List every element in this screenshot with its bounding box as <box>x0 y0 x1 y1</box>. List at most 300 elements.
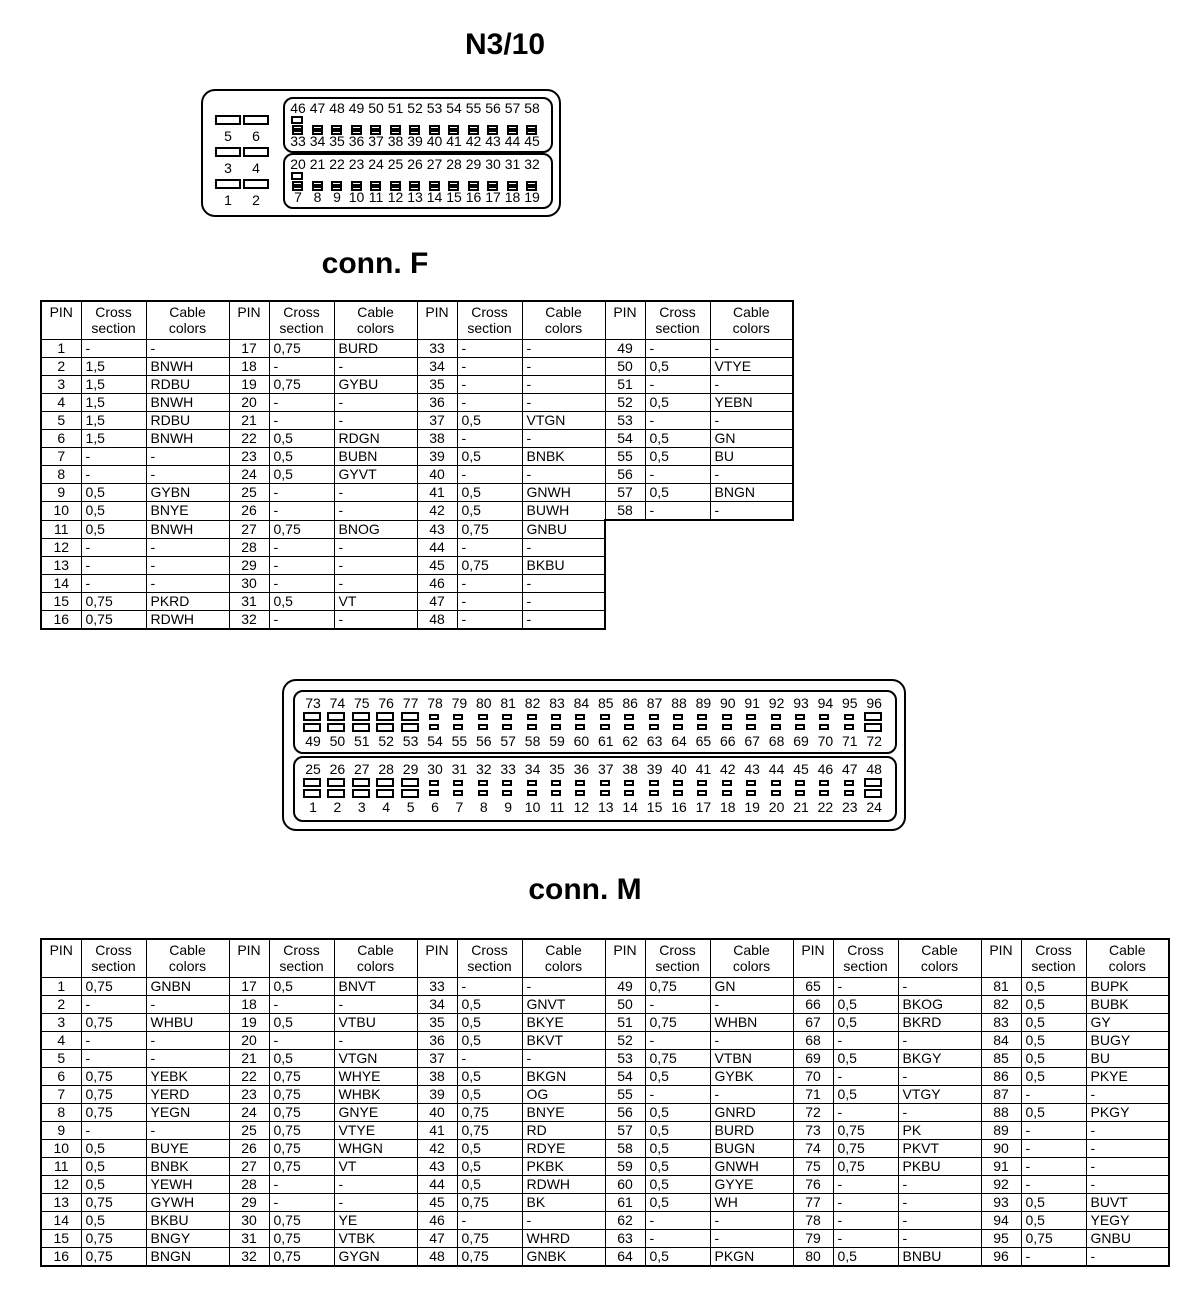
cell-cross-section: - <box>1021 1158 1086 1176</box>
cell-cable-color: GYVT <box>334 466 417 484</box>
cell-cable-color: VT <box>334 592 417 610</box>
cell-cable-color: RDWH <box>146 610 229 629</box>
cell-pin: 52 <box>605 394 645 412</box>
cell-cable-color: - <box>710 412 793 430</box>
cell-pin: 52 <box>605 1032 645 1050</box>
cell-cross-section: - <box>833 1032 898 1050</box>
cell-cross-section: 0,5 <box>81 1158 146 1176</box>
header-cross-line1: Cross <box>283 942 320 958</box>
cell-cable-color: - <box>334 574 417 592</box>
cell-pin: 31 <box>229 1230 269 1248</box>
cell-cross-section: - <box>457 394 522 412</box>
cell-pin: 13 <box>41 556 81 574</box>
pin-pad-large <box>352 723 370 732</box>
cell-pin: 53 <box>605 412 645 430</box>
pin-pad <box>649 724 659 730</box>
pin-label: 14 <box>622 799 638 815</box>
pin-label: 37 <box>368 133 384 149</box>
cell-pin: 23 <box>229 448 269 466</box>
header-cable-line1: Cable <box>1108 942 1146 958</box>
cell-cable-color: RDBU <box>146 412 229 430</box>
cell-cable-color: RDYE <box>522 1140 605 1158</box>
table-row <box>41 1032 1169 1050</box>
header-cross-line2: section <box>1031 958 1076 974</box>
pin-pad <box>697 724 707 730</box>
cell-cross-section: - <box>645 1230 710 1248</box>
cell-pin: 14 <box>41 574 81 592</box>
cell-cross-section: 0,75 <box>1021 1230 1086 1248</box>
pin-label: 7 <box>294 189 302 205</box>
table-row <box>41 996 1169 1014</box>
cell-cable-color: - <box>710 1086 793 1104</box>
pin-pad-large <box>376 789 394 798</box>
cell-cross-section: - <box>833 1230 898 1248</box>
pin-pad-large <box>352 778 370 787</box>
table-row <box>41 1014 1169 1032</box>
cell-cross-section: - <box>269 358 334 376</box>
cell-cable-color: - <box>146 1032 229 1050</box>
cell-pin: 31 <box>229 592 269 610</box>
pin-label: 27 <box>426 156 443 172</box>
pin-pad-large <box>376 723 394 732</box>
pin-pad <box>429 724 439 730</box>
cell-cable-color: BNGN <box>710 484 793 502</box>
cell-pin: 79 <box>793 1230 833 1248</box>
cell-cable-color: - <box>1086 1176 1169 1194</box>
empty-cell <box>645 574 710 592</box>
cell-cross-section: 0,75 <box>269 1230 334 1248</box>
cell-cable-color: - <box>334 394 417 412</box>
pin-pad <box>697 780 707 786</box>
table-row <box>41 358 793 376</box>
empty-cell <box>645 556 710 574</box>
pin-label: 20 <box>768 799 785 815</box>
header-cable-colors <box>334 939 417 978</box>
cell-cable-color: BUWH <box>522 502 605 521</box>
power-pin-label: 4 <box>252 160 260 176</box>
pin-label: 68 <box>768 733 785 749</box>
pin-label: 27 <box>354 761 370 777</box>
cell-cross-section: 0,5 <box>457 412 522 430</box>
pin-label: 18 <box>720 799 736 815</box>
cell-cable-color: - <box>146 556 229 574</box>
pin-pad <box>697 790 707 796</box>
cell-cross-section: 0,75 <box>457 1248 522 1267</box>
cell-pin: 24 <box>229 466 269 484</box>
cell-cable-color: - <box>334 412 417 430</box>
pin-label: 67 <box>744 733 760 749</box>
pin-pad <box>819 780 829 786</box>
cell-cross-section: - <box>81 538 146 556</box>
cell-cable-color: BKRD <box>898 1014 981 1032</box>
cell-pin: 3 <box>41 376 81 394</box>
pin-pad <box>844 780 854 786</box>
cell-cross-section: - <box>81 1050 146 1068</box>
cell-cable-color: - <box>334 1032 417 1050</box>
cell-cable-color: WHYE <box>334 1068 417 1086</box>
pin-label: 40 <box>426 133 443 149</box>
pin-pad <box>673 714 683 720</box>
cell-cross-section: 0,5 <box>1021 1068 1086 1086</box>
pin-pad-large <box>352 789 370 798</box>
cell-cable-color: - <box>334 996 417 1014</box>
pin-label: 23 <box>842 799 858 815</box>
cell-pin: 19 <box>229 1014 269 1032</box>
cell-pin: 21 <box>229 412 269 430</box>
pin-label: 58 <box>524 733 541 749</box>
pin-label: 21 <box>793 799 809 815</box>
pin-label: 9 <box>504 799 513 815</box>
pin-pad <box>527 714 537 720</box>
cell-cross-section: - <box>457 340 522 358</box>
header-pin-label: PIN <box>49 942 73 958</box>
cell-cross-section: 0,5 <box>645 358 710 376</box>
cell-cable-color: BUGN <box>710 1140 793 1158</box>
power-pin-pad <box>243 115 269 125</box>
cell-cable-color: PKYE <box>1086 1068 1169 1086</box>
pin-pad <box>795 780 805 786</box>
cell-cross-section: 0,5 <box>269 1050 334 1068</box>
pin-label: 28 <box>378 761 394 777</box>
cell-pin: 34 <box>417 996 457 1014</box>
pin-label: 49 <box>305 733 321 749</box>
cell-cable-color: - <box>1086 1122 1169 1140</box>
pin-pad <box>624 724 634 730</box>
pin-pad <box>478 724 488 730</box>
pin-label: 51 <box>354 733 370 749</box>
cell-cross-section: 0,75 <box>833 1140 898 1158</box>
header-cross-line1: Cross <box>471 304 508 320</box>
power-pin-label: 1 <box>224 192 232 208</box>
cell-pin: 27 <box>229 1158 269 1176</box>
pin-label: 14 <box>426 189 443 205</box>
cell-cable-color: BUVT <box>1086 1194 1169 1212</box>
cell-cross-section: 0,5 <box>457 1014 522 1032</box>
pin-pad-large <box>327 712 345 721</box>
cell-cable-color: - <box>898 1176 981 1194</box>
cell-pin: 85 <box>981 1050 1021 1068</box>
conn-m-table <box>40 938 1170 1267</box>
power-pin-label: 2 <box>252 192 260 208</box>
cell-pin: 5 <box>41 412 81 430</box>
cell-pin: 33 <box>417 978 457 996</box>
power-pin-label: 6 <box>252 128 260 144</box>
cell-pin: 61 <box>605 1194 645 1212</box>
cell-cable-color: GNBK <box>522 1248 605 1267</box>
cell-pin: 48 <box>417 610 457 629</box>
cell-cable-color: BUBN <box>334 448 417 466</box>
pin-pad-large <box>401 712 419 721</box>
header-pin-label: PIN <box>613 942 637 958</box>
pin-label: 94 <box>817 695 834 711</box>
cell-pin: 17 <box>229 978 269 996</box>
header-cross-line1: Cross <box>471 942 508 958</box>
pin-pad <box>624 714 634 720</box>
cell-cable-color: BKBU <box>146 1212 229 1230</box>
cell-cable-color: RDGN <box>334 430 417 448</box>
pin-label: 47 <box>842 761 858 777</box>
header-cross-section <box>1021 939 1086 978</box>
cell-cross-section: - <box>269 412 334 430</box>
pin-label: 47 <box>309 100 326 116</box>
cell-cable-color: - <box>710 340 793 358</box>
cell-pin: 43 <box>417 1158 457 1176</box>
pin-pad <box>600 790 610 796</box>
cell-cable-color: BNVT <box>334 978 417 996</box>
cell-pin: 45 <box>417 1194 457 1212</box>
cell-cross-section: - <box>269 538 334 556</box>
pin-label: 37 <box>598 761 614 777</box>
pin-label: 45 <box>793 761 809 777</box>
header-cross-line1: Cross <box>283 304 320 320</box>
cell-cable-color: YEBN <box>710 394 793 412</box>
pin-label: 30 <box>485 156 501 172</box>
cell-cross-section: - <box>269 556 334 574</box>
pin-pad <box>697 714 707 720</box>
cell-pin: 93 <box>981 1194 1021 1212</box>
cell-cross-section: 0,5 <box>1021 1014 1086 1032</box>
cell-pin: 64 <box>605 1248 645 1267</box>
cell-cross-section: 0,75 <box>833 1122 898 1140</box>
table-row <box>41 574 793 592</box>
cell-pin: 78 <box>793 1212 833 1230</box>
pin-label: 36 <box>573 761 590 777</box>
cell-pin: 75 <box>793 1158 833 1176</box>
table-row <box>41 376 793 394</box>
cell-pin: 69 <box>793 1050 833 1068</box>
connector-m-diagram <box>282 679 906 831</box>
pin-pad <box>453 724 463 730</box>
cell-cross-section: 0,5 <box>269 978 334 996</box>
table-row <box>41 520 793 538</box>
pin-label: 59 <box>549 733 565 749</box>
header-cable-line1: Cable <box>169 304 206 320</box>
cell-cable-color: VTGN <box>334 1050 417 1068</box>
cell-cross-section: 0,5 <box>833 1086 898 1104</box>
cell-pin: 88 <box>981 1104 1021 1122</box>
cell-pin: 53 <box>605 1050 645 1068</box>
pin-pad <box>527 780 537 786</box>
cell-pin: 56 <box>605 466 645 484</box>
header-cable-line2: colors <box>356 958 395 974</box>
cell-cable-color: BNGN <box>146 1248 229 1267</box>
cell-cable-color: BKBU <box>522 556 605 574</box>
header-cable-colors <box>710 939 793 978</box>
pin-label: 44 <box>504 133 521 149</box>
pin-label: 55 <box>465 100 482 116</box>
cell-cross-section: - <box>457 376 522 394</box>
cell-cable-color: - <box>1086 1086 1169 1104</box>
cell-cable-color: BUYE <box>146 1140 229 1158</box>
cell-cross-section: - <box>81 574 146 592</box>
cell-pin: 37 <box>417 1050 457 1068</box>
table-row <box>41 466 793 484</box>
cell-pin: 92 <box>981 1176 1021 1194</box>
pin-label: 34 <box>309 133 326 149</box>
cell-cable-color: PKBK <box>522 1158 605 1176</box>
header-cross-section <box>269 301 334 340</box>
cell-cross-section: 1,5 <box>81 358 146 376</box>
header-pin-label: PIN <box>613 304 637 320</box>
pin-label: 11 <box>549 799 565 815</box>
pin-label: 16 <box>465 189 482 205</box>
cell-cross-section: 1,5 <box>81 376 146 394</box>
cell-cable-color: VT <box>334 1158 417 1176</box>
cell-cross-section: 0,75 <box>645 978 710 996</box>
table-row <box>41 340 793 358</box>
pin-label: 61 <box>598 733 614 749</box>
cell-pin: 14 <box>41 1212 81 1230</box>
cell-cross-section: 0,75 <box>81 1248 146 1267</box>
cell-cross-section: 1,5 <box>81 394 146 412</box>
pin-pad-large <box>401 723 419 732</box>
cell-cross-section: 0,5 <box>457 1176 522 1194</box>
pin-label: 29 <box>402 761 419 777</box>
cell-pin: 9 <box>41 1122 81 1140</box>
cell-cross-section: - <box>645 376 710 394</box>
cell-cable-color: PKGY <box>1086 1104 1169 1122</box>
cell-cross-section: - <box>1021 1248 1086 1267</box>
pin-label: 48 <box>866 761 882 777</box>
cell-cross-section: 0,5 <box>81 1212 146 1230</box>
cell-cross-section: - <box>645 1212 710 1230</box>
header-cross-section <box>457 939 522 978</box>
cell-cable-color: BKGY <box>898 1050 981 1068</box>
cell-cable-color: YEBK <box>146 1068 229 1086</box>
conn-f-table <box>40 300 794 630</box>
cell-pin: 49 <box>605 978 645 996</box>
empty-cell <box>710 538 793 556</box>
connector-m-lower-block <box>293 756 897 822</box>
empty-cell <box>645 538 710 556</box>
cell-cable-color: VTYE <box>334 1122 417 1140</box>
cell-pin: 26 <box>229 502 269 521</box>
cell-cross-section: 0,5 <box>1021 1212 1086 1230</box>
empty-cell <box>605 520 645 538</box>
cell-cable-color: BNYE <box>522 1104 605 1122</box>
cell-cable-color: VTBU <box>334 1014 417 1032</box>
pin-label: 26 <box>407 156 423 172</box>
cell-cross-section: 0,75 <box>81 1104 146 1122</box>
cell-cross-section: 0,75 <box>457 1230 522 1248</box>
pin-label: 54 <box>427 733 443 749</box>
cell-pin: 29 <box>229 556 269 574</box>
cell-pin: 35 <box>417 1014 457 1032</box>
pin-label: 2 <box>333 799 342 815</box>
pin-pad <box>673 724 683 730</box>
cell-cross-section: - <box>833 1176 898 1194</box>
cell-cross-section: 0,5 <box>81 1176 146 1194</box>
cell-pin: 16 <box>41 610 81 629</box>
header-cable-line2: colors <box>920 958 959 974</box>
pin-label: 71 <box>842 733 858 749</box>
pin-pad <box>746 714 756 720</box>
pin-label: 70 <box>817 733 834 749</box>
pin-pad-large <box>303 712 321 721</box>
pin-pad-large <box>376 712 394 721</box>
table-row <box>41 394 793 412</box>
cell-cross-section: 0,5 <box>457 1158 522 1176</box>
cell-cross-section: 0,5 <box>833 996 898 1014</box>
cell-cross-section: - <box>457 430 522 448</box>
pin-pad <box>502 714 512 720</box>
cell-cross-section: 0,5 <box>645 448 710 466</box>
cell-pin: 66 <box>793 996 833 1014</box>
cell-pin: 13 <box>41 1194 81 1212</box>
cell-cross-section: 0,75 <box>833 1158 898 1176</box>
cell-pin: 3 <box>41 1014 81 1032</box>
cell-pin: 2 <box>41 996 81 1014</box>
pin-pad-large <box>303 789 321 798</box>
header-cable-line2: colors <box>168 958 207 974</box>
pin-pad <box>478 790 488 796</box>
cell-pin: 58 <box>605 502 645 521</box>
cell-cross-section: 0,5 <box>645 1158 710 1176</box>
cell-pin: 42 <box>417 1140 457 1158</box>
cell-cross-section: 0,5 <box>1021 996 1086 1014</box>
pin-label: 56 <box>476 733 492 749</box>
table-row <box>41 1050 1169 1068</box>
pin-label: 15 <box>446 189 462 205</box>
cell-pin: 36 <box>417 1032 457 1050</box>
cell-cable-color: GYBU <box>334 376 417 394</box>
cell-pin: 26 <box>229 1140 269 1158</box>
header-cross-section <box>81 301 146 340</box>
cell-pin: 30 <box>229 1212 269 1230</box>
cell-cross-section: 0,75 <box>269 1122 334 1140</box>
cell-pin: 51 <box>605 1014 645 1032</box>
cell-pin: 55 <box>605 1086 645 1104</box>
pin-pad <box>649 790 659 796</box>
pin-label: 39 <box>407 133 423 149</box>
pin-pad <box>844 724 854 730</box>
pin-pad-large <box>376 778 394 787</box>
pin-label: 89 <box>695 695 712 711</box>
power-pin-pad <box>243 179 269 189</box>
empty-cell <box>710 574 793 592</box>
pin-label: 52 <box>378 733 394 749</box>
cell-cable-color: VTBK <box>334 1230 417 1248</box>
cell-cross-section: - <box>269 502 334 521</box>
cell-pin: 42 <box>417 502 457 521</box>
pin-pad <box>453 790 463 796</box>
table-header-row <box>41 939 1169 978</box>
cell-cable-color: BNBK <box>146 1158 229 1176</box>
header-cross-line2: section <box>467 320 512 336</box>
pin-label: 74 <box>329 695 346 711</box>
cell-cable-color: BUBK <box>1086 996 1169 1014</box>
pin-label: 24 <box>368 156 384 172</box>
table-row <box>41 1086 1169 1104</box>
cell-cross-section: - <box>269 484 334 502</box>
cell-cross-section: - <box>833 1212 898 1230</box>
cell-cross-section: - <box>81 448 146 466</box>
cell-cross-section: 0,75 <box>269 340 334 358</box>
pin-pad <box>429 780 439 786</box>
table-row <box>41 430 793 448</box>
cell-pin: 18 <box>229 358 269 376</box>
header-cable-colors <box>146 939 229 978</box>
cell-pin: 65 <box>793 978 833 996</box>
cell-cross-section: 0,75 <box>81 1068 146 1086</box>
cell-cable-color: BNWH <box>146 394 229 412</box>
cell-pin: 32 <box>229 1248 269 1267</box>
pin-label: 62 <box>622 733 638 749</box>
pin-label: 45 <box>524 133 540 149</box>
pin-label: 42 <box>465 133 482 149</box>
pin-label: 22 <box>817 799 834 815</box>
cell-cable-color: GYYE <box>710 1176 793 1194</box>
